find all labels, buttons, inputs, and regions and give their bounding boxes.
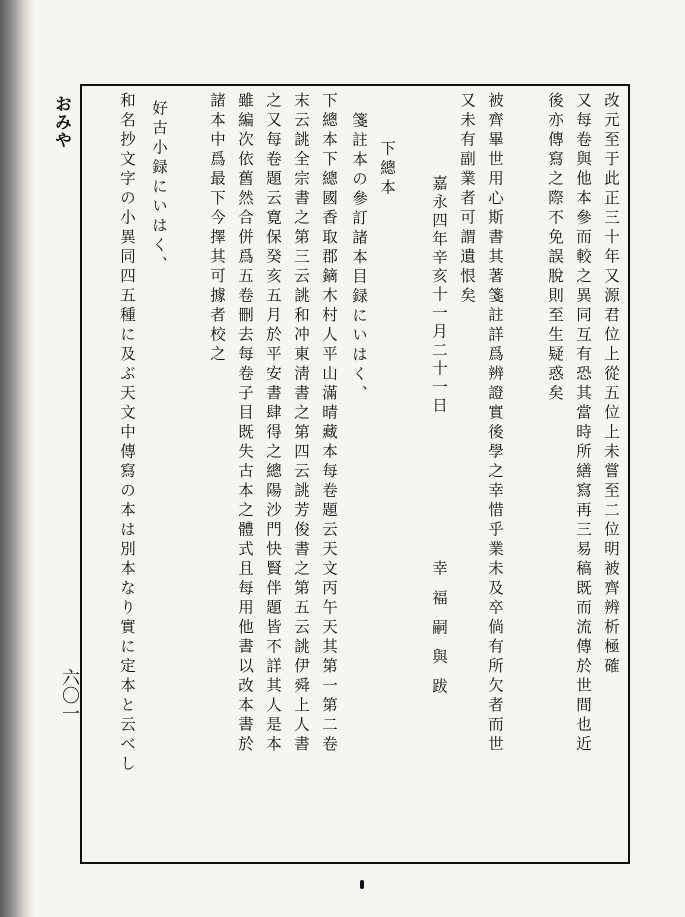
text-line: 之又每卷題云寛保癸亥五月於平安書肆得之總陽沙門快賢伴題皆不詳其人是本 — [264, 92, 282, 755]
text-line: 諸本中爲最下今擇其可據者校之 — [208, 92, 226, 365]
text-line: 箋註本の參訂諸本目録にいはく、 — [350, 112, 368, 405]
text-line: 下總本下總國香取郡鏑木村人平山滿晴藏本每卷題云天文丙午天其第一第二卷 — [320, 92, 338, 755]
date-line: 嘉永四年辛亥十一月二十一日 — [430, 175, 448, 416]
section-heading: 好古小録にいはく、 — [150, 100, 168, 276]
section-heading: 下總本 — [378, 140, 396, 199]
text-line: 後亦傳寫之際不免誤脫則至生疑惑矣 — [546, 92, 564, 404]
text-line: 被齊畢世用心斯書其著箋註詳爲辨證實後學之幸惜乎業未及卒倘有所欠者而世 — [486, 92, 504, 755]
text-line: 改元至于此正三十年又源君位上從五位上未嘗至二位明被齊辨析極確 — [602, 92, 620, 677]
text-line: 雖編次依舊然合併爲五卷刪去每卷子目既失古本之體式且每用他書以改本書於 — [236, 92, 254, 755]
ink-mark — [360, 880, 364, 889]
text-line: 末云誂全宗書之第三云誂和冲東淸書之第四云誂芳俊書之第五云誂伊舜上人書 — [292, 92, 310, 755]
signature: 幸福嗣與跋 — [430, 560, 448, 708]
page-number: 六〇一 — [59, 668, 80, 722]
text-line: 又每卷與他本參而較之異同互有恐其當時所繕寫再三易稿既而流傳於世間也近 — [574, 92, 592, 755]
scan-shadow-edge — [0, 0, 34, 917]
text-line: 和名抄文字の小異同四五種に及ぶ天文中傳寫の本は別本なり實に定本と云べし — [118, 92, 136, 775]
text-line: 又未有副業者可謂遺恨矣 — [458, 92, 476, 307]
running-title: おみや — [51, 95, 71, 149]
